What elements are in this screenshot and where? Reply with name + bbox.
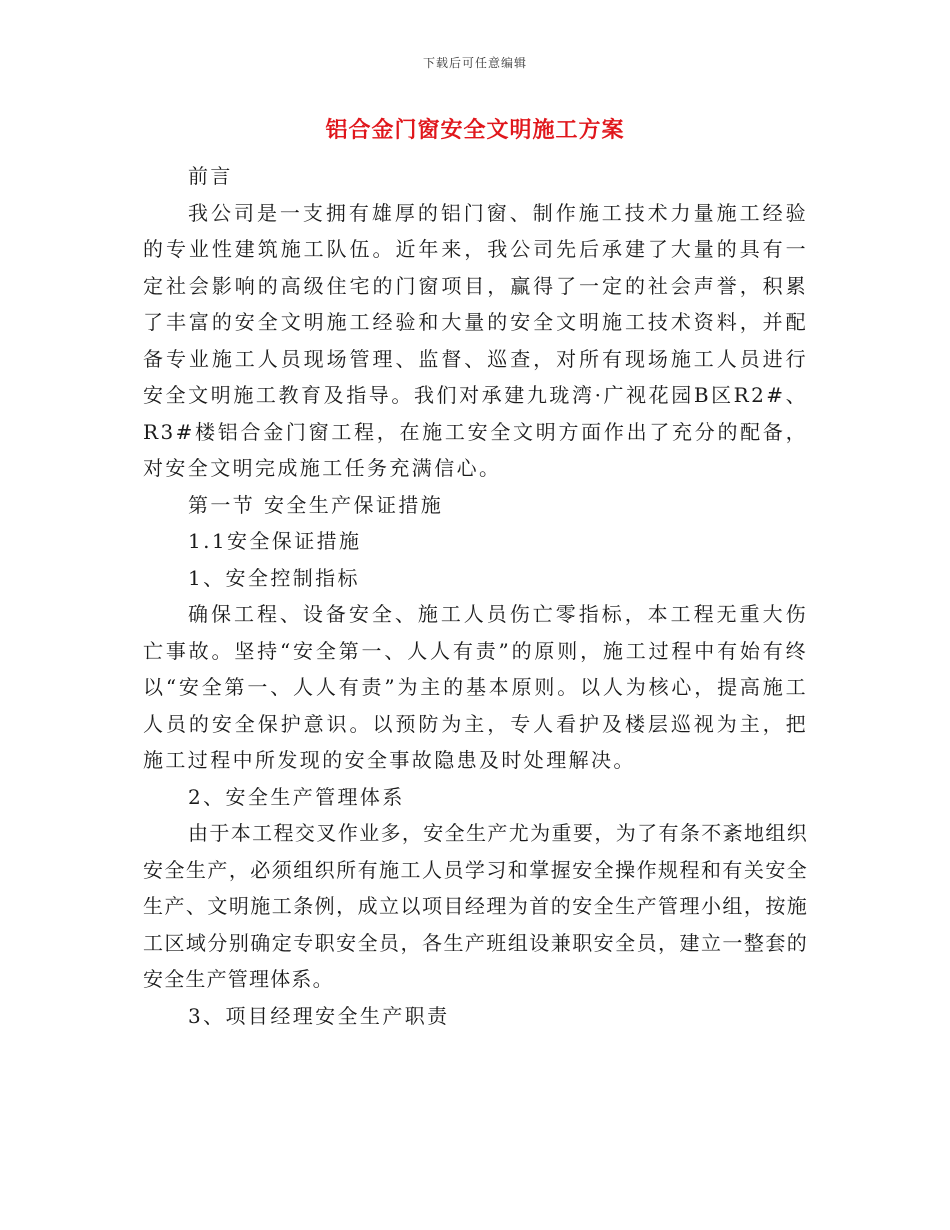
item-heading-1: 1、安全控制指标 — [188, 565, 360, 590]
header-note: 下载后可任意编辑 — [422, 56, 527, 70]
item-heading-2: 2、安全生产管理体系 — [188, 784, 405, 809]
heading-preface: 前言 — [188, 164, 233, 188]
document-title: 铝合金门窗安全文明施工方案 — [325, 117, 625, 143]
document-body — [143, 158, 808, 1034]
item-heading-3: 3、项目经理安全生产职责 — [188, 1003, 450, 1028]
paragraph-safety-targets: 确保工程、设备安全、施工人员伤亡零指标，本工程无重大伤亡事故。坚持“安全第一、人人有责”的原则，施工过程中有始有终以“安全第一、人人有责”为主的基本原则。以人为核心，提高施工人员的安全保护意识。以预防为主，专人看护及楼层巡视为主，把施工过程中所发现的安全事故隐患及时处理解决。 — [143, 602, 808, 772]
subsection-heading: 1.1安全保证措施 — [188, 529, 362, 553]
paragraph-management-system: 由于本工程交叉作业多，安全生产尤为重要，为了有条不紊地组织安全生产，必须组织所有施工人员学习和掌握安全操作规程和有关安全生产、文明施工条例，成立以项目经理为首的安全生产管理小组，按施工区域分别确定专职安全员，各生产班组设兼职安全员，建立一整套的安全生产管理体系。 — [143, 821, 808, 991]
paragraph-intro: 我公司是一支拥有雄厚的铝门窗、制作施工技术力量施工经验的专业性建筑施工队伍。近年来，我公司先后承建了大量的具有一定社会影响的高级住宅的门窗项目，赢得了一定的社会声誉，积累了丰富的安全文明施工经验和大量的安全文明施工技术资料，并配备专业施工人员现场管理、监督、巡查，对所有现场施工人员进行安全文明施工教育及指导。我们对承建九珑湾·广视花园B区R2#、R3#楼铝合金门窗工程，在施工安全文明方面作出了充分的配备，对安全文明完成施工任务充满信心。 — [143, 200, 808, 480]
section-heading: 第一节 安全生产保证措施 — [188, 492, 444, 517]
